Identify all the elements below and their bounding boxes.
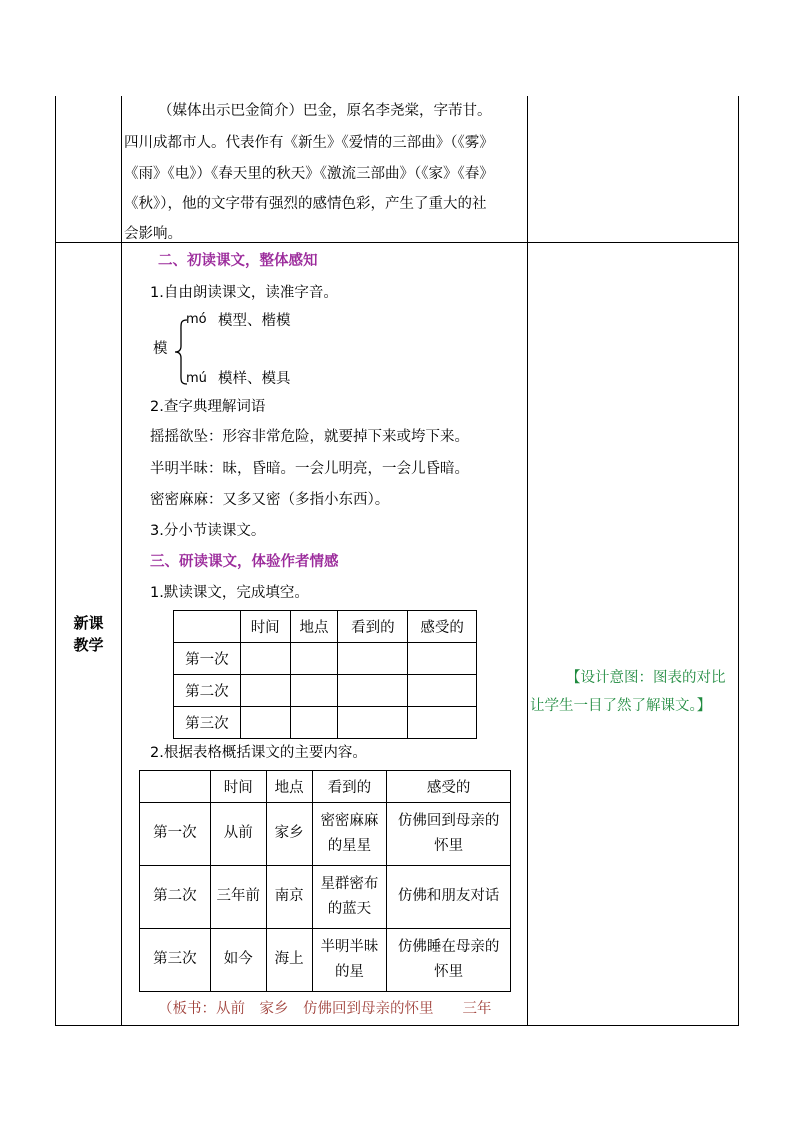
table-cell: 仿佛回到母亲的 怀里 bbox=[387, 803, 511, 866]
table-header-cell: 时间 bbox=[210, 771, 266, 803]
step-dictionary: 2.查字典理解词语 bbox=[150, 399, 266, 415]
table-cell: 如今 bbox=[210, 929, 266, 992]
blank-cell bbox=[240, 643, 290, 675]
polyphone-char: 模 bbox=[153, 341, 168, 357]
blank-cell bbox=[408, 643, 477, 675]
bottom-border bbox=[55, 1025, 739, 1026]
row-label: 第二次 bbox=[140, 866, 211, 929]
intro-line: 四川成都市人。代表作有《新生》《爱情的三部曲》（《雾》 bbox=[124, 135, 494, 151]
table-row bbox=[174, 707, 477, 739]
row-label: 第二次 bbox=[174, 675, 241, 707]
step-summarize: 2.根据表格概括课文的主要内容。 bbox=[150, 745, 367, 761]
blank-cell bbox=[240, 707, 290, 739]
row-label: 第三次 bbox=[174, 707, 241, 739]
table-row bbox=[140, 929, 511, 992]
heading-study-text: 三、研读课文，体验作者情感 bbox=[150, 554, 339, 570]
blank-cell bbox=[338, 643, 408, 675]
section-label-line: 教学 bbox=[73, 635, 104, 654]
table-header-row bbox=[174, 611, 477, 643]
outer-left-border bbox=[55, 96, 56, 1026]
step-read-aloud: 1.自由朗读课文，读准字音。 bbox=[150, 285, 338, 301]
intro-line: 《秋》），他的文字带有强烈的感情色彩，产生了重大的社 bbox=[124, 196, 487, 212]
table-cell: 仿佛睡在母亲的 怀里 bbox=[387, 929, 511, 992]
row-label: 第一次 bbox=[140, 803, 211, 866]
blank-table bbox=[173, 610, 477, 739]
vocab-item: 半明半昧：昧，昏暗。一会儿明亮，一会儿昏暗。 bbox=[150, 461, 469, 477]
blank-cell bbox=[290, 675, 338, 707]
vocab-item: 密密麻麻：又多又密（多指小东西）。 bbox=[150, 492, 390, 508]
label-column-border bbox=[121, 96, 122, 1026]
table-header-cell: 地点 bbox=[266, 771, 312, 803]
table-cell: 仿佛和朋友对话 bbox=[387, 866, 511, 929]
blank-cell bbox=[408, 675, 477, 707]
intro-line: 《雨》《电》）《春天里的秋天》《激流三部曲》（《家》《春》 bbox=[124, 166, 494, 182]
blank-cell bbox=[290, 707, 338, 739]
board-note: （板书：从前 家乡 仿佛回到母亲的怀里 三年 bbox=[158, 1001, 492, 1017]
summary-table bbox=[139, 770, 511, 992]
design-note-line: 【设计意图：图表的对比 bbox=[566, 670, 726, 686]
row-label: 第三次 bbox=[140, 929, 211, 992]
reading-words: 模型、楷模 bbox=[218, 313, 291, 329]
design-note-line: 让学生一目了然了解课文。】 bbox=[530, 698, 712, 714]
table-cell: 南京 bbox=[266, 866, 312, 929]
blank-cell bbox=[408, 707, 477, 739]
pinyin-reading: mó bbox=[186, 312, 207, 327]
table-cell: 星群密布 的蓝天 bbox=[312, 866, 387, 929]
table-header-cell: 感受的 bbox=[387, 771, 511, 803]
intro-line: 会影响。 bbox=[124, 226, 182, 242]
table-header-cell: 看到的 bbox=[312, 771, 387, 803]
table-cell: 家乡 bbox=[266, 803, 312, 866]
intro-line: （媒体出示巴金简介）巴金，原名李尧棠，字芾甘。 bbox=[158, 103, 492, 119]
heading-initial-reading: 二、初读课文，整体感知 bbox=[158, 253, 318, 269]
row-divider bbox=[55, 242, 739, 243]
pinyin-reading: mú bbox=[186, 371, 207, 386]
step-read-sections: 3.分小节读课文。 bbox=[150, 523, 266, 539]
table-cell: 密密麻麻 的星星 bbox=[312, 803, 387, 866]
table-cell: 从前 bbox=[210, 803, 266, 866]
step-fill-blanks: 1.默读课文，完成填空。 bbox=[150, 585, 309, 601]
table-cell: 三年前 bbox=[210, 866, 266, 929]
row-label: 第一次 bbox=[174, 643, 241, 675]
table-header-row bbox=[140, 771, 511, 803]
table-row bbox=[140, 866, 511, 929]
table-header-cell: 看到的 bbox=[338, 611, 408, 643]
section-label-line: 新课 bbox=[73, 614, 104, 632]
blank-cell bbox=[338, 707, 408, 739]
table-row bbox=[140, 803, 511, 866]
blank-cell bbox=[240, 675, 290, 707]
content-column-border bbox=[527, 96, 528, 1026]
table-cell: 半明半昧 的星 bbox=[312, 929, 387, 992]
outer-right-border bbox=[738, 96, 739, 1026]
table-header-cell bbox=[174, 611, 241, 643]
vocab-item: 摇摇欲坠：形容非常危险，就要掉下来或垮下来。 bbox=[150, 429, 469, 445]
blank-cell bbox=[290, 643, 338, 675]
blank-cell bbox=[338, 675, 408, 707]
table-cell: 海上 bbox=[266, 929, 312, 992]
section-label bbox=[56, 613, 121, 657]
table-header-cell: 地点 bbox=[290, 611, 338, 643]
table-header-cell bbox=[140, 771, 211, 803]
table-header-cell: 感受的 bbox=[408, 611, 477, 643]
table-row bbox=[174, 643, 477, 675]
table-header-cell: 时间 bbox=[240, 611, 290, 643]
table-row bbox=[174, 675, 477, 707]
reading-words: 模样、模具 bbox=[218, 371, 291, 387]
